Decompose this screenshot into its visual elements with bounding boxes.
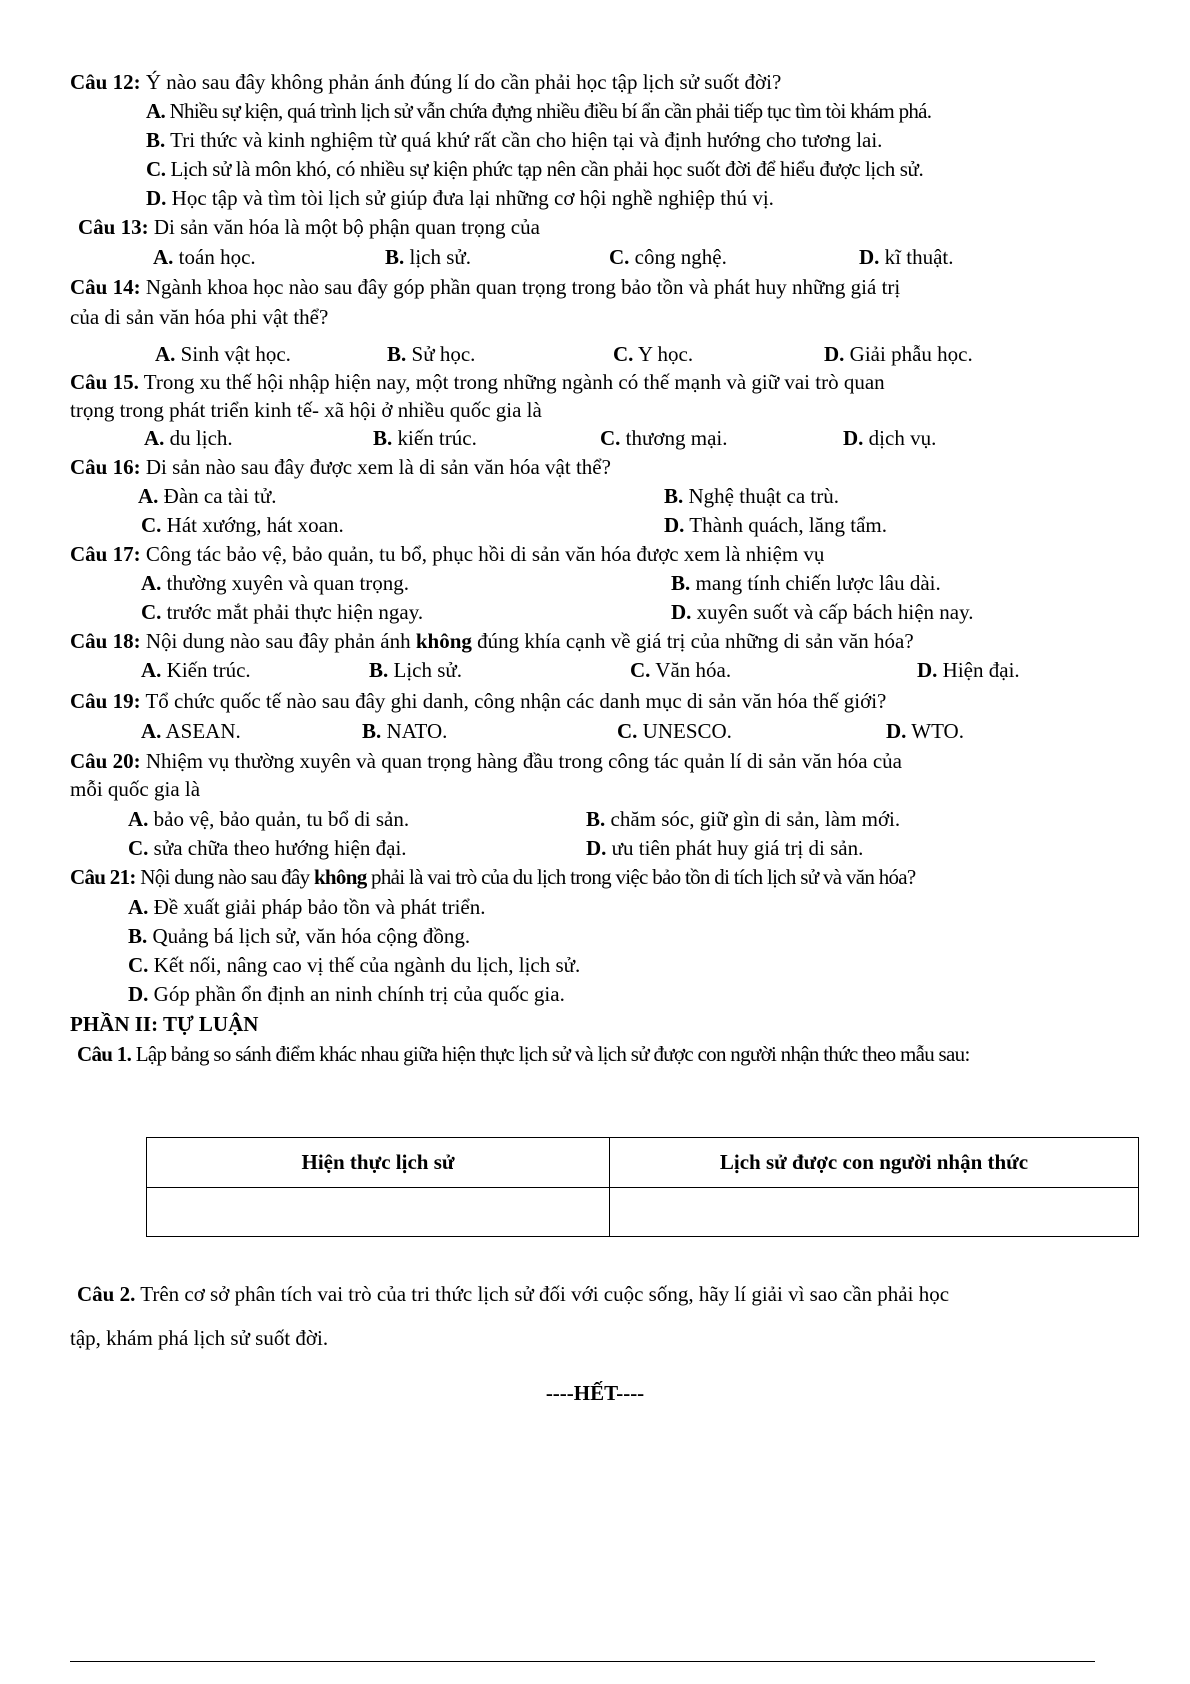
option-21-c: C. Kết nối, nâng cao vị thế của ngành du lịch, lịch sử.	[128, 953, 581, 977]
option-13-b: B. lịch sử.	[385, 245, 472, 269]
option-18-b: B. Lịch sử.	[369, 658, 463, 682]
option-12-c: C. Lịch sử là môn khó, có nhiều sự kiện phức tạp nên cần phải học suốt đời để hiểu được lịch sử.	[146, 157, 924, 181]
table-header-perceived-history: Lịch sử được con người nhận thức	[610, 1138, 1139, 1188]
option-19-d: D. WTO.	[886, 719, 964, 743]
footer-divider	[70, 1661, 1095, 1662]
question-17: Câu 17: Công tác bảo vệ, bảo quản, tu bổ, phục hồi di sản văn hóa được xem là nhiệm vụ	[70, 542, 825, 566]
option-18-a: A. Kiến trúc.	[141, 658, 251, 682]
essay-question-2-cont: tập, khám phá lịch sử suốt đời.	[70, 1326, 329, 1350]
question-21: Câu 21: Nội dung nào sau đây không phải là vai trò của du lịch trong việc bảo tồn di tích lịch sử và văn hóa?	[70, 865, 916, 889]
section-heading-part-2: PHẦN II: TỰ LUẬN	[70, 1012, 259, 1036]
question-19: Câu 19: Tổ chức quốc tế nào sau đây ghi danh, công nhận các danh mục di sản văn hóa thế giới?	[70, 689, 887, 713]
essay-question-1: Câu 1. Lập bảng so sánh điểm khác nhau giữa hiện thực lịch sử và lịch sử được con người nhận thức theo mẫu sau:	[77, 1042, 970, 1066]
table-cell-empty[interactable]	[610, 1188, 1139, 1237]
option-12-b: B. Tri thức và kinh nghiệm từ quá khứ rất cần cho hiện tại và định hướng cho tương lai.	[146, 128, 883, 152]
option-15-b: B. kiến trúc.	[373, 426, 477, 450]
question-14-cont: của di sản văn hóa phi vật thể?	[70, 305, 329, 329]
option-19-b: B. NATO.	[362, 719, 448, 743]
option-16-b: B. Nghệ thuật ca trù.	[664, 484, 839, 508]
table-cell-empty[interactable]	[147, 1188, 610, 1237]
question-13: Câu 13: Di sản văn hóa là một bộ phận quan trọng của	[78, 215, 540, 239]
option-16-a: A. Đàn ca tài tử.	[138, 484, 277, 508]
option-20-d: D. ưu tiên phát huy giá trị di sản.	[586, 836, 864, 860]
question-12	[70, 68, 781, 96]
option-12-d: D. Học tập và tìm tòi lịch sử giúp đưa lại những cơ hội nghề nghiệp thú vị.	[146, 186, 774, 210]
option-13-d: D. kĩ thuật.	[859, 245, 954, 269]
question-15-cont: trọng trong phát triển kinh tế- xã hội ở nhiều quốc gia là	[70, 398, 542, 422]
question-20-cont: mỗi quốc gia là	[70, 777, 201, 801]
table-header-row	[147, 1138, 1139, 1188]
question-16: Câu 16: Di sản nào sau đây được xem là di sản văn hóa vật thể?	[70, 455, 611, 479]
option-16-d: D. Thành quách, lăng tẩm.	[664, 513, 887, 537]
option-14-a: A. Sinh vật học.	[155, 342, 291, 366]
option-17-a: A. thường xuyên và quan trọng.	[141, 571, 410, 595]
option-18-d: D. Hiện đại.	[917, 658, 1020, 682]
table-header-historical-reality: Hiện thực lịch sử	[147, 1138, 610, 1188]
option-15-a: A. du lịch.	[144, 426, 233, 450]
question-18: Câu 18: Nội dung nào sau đây phản ánh không đúng khía cạnh về giá trị của những di sản văn hóa?	[70, 629, 914, 653]
option-14-b: B. Sử học.	[387, 342, 476, 366]
option-12-a: A. Nhiều sự kiện, quá trình lịch sử vẫn chứa đựng nhiều điều bí ẩn cần phải tiếp tục tìm tòi khám phá.	[146, 99, 932, 123]
question-20: Câu 20: Nhiệm vụ thường xuyên và quan trọng hàng đầu trong công tác quản lí di sản văn hóa của	[70, 749, 902, 773]
option-20-b: B. chăm sóc, giữ gìn di sản, làm mới.	[586, 807, 901, 831]
option-21-d: D. Góp phần ổn định an ninh chính trị của quốc gia.	[128, 982, 565, 1006]
question-14: Câu 14: Ngành khoa học nào sau đây góp phần quan trọng trong bảo tồn và phát huy những giá trị	[70, 275, 901, 299]
option-14-d: D. Giải phẫu học.	[824, 342, 973, 366]
option-19-a: A. ASEAN.	[141, 719, 241, 743]
option-17-c: C. trước mắt phải thực hiện ngay.	[141, 600, 424, 624]
option-21-b: B. Quảng bá lịch sử, văn hóa cộng đồng.	[128, 924, 471, 948]
option-15-d: D. dịch vụ.	[843, 426, 937, 450]
question-15: Câu 15. Trong xu thế hội nhập hiện nay, một trong những ngành có thế mạnh và giữ vai trò quan	[70, 370, 885, 394]
option-21-a: A. Đề xuất giải pháp bảo tồn và phát triển.	[128, 895, 486, 919]
option-13-c: C. công nghệ.	[609, 245, 727, 269]
option-14-c: C. Y học.	[613, 342, 694, 366]
question-stem: Ý nào sau đây không phản ánh đúng lí do cần phải học tập lịch sử suốt đời?	[140, 70, 782, 94]
question-label: Câu 12:	[70, 70, 141, 94]
option-20-a: A. bảo vệ, bảo quản, tu bổ di sản.	[128, 807, 410, 831]
comparison-table	[146, 1137, 1139, 1237]
option-15-c: C. thương mại.	[600, 426, 728, 450]
option-18-c: C. Văn hóa.	[630, 658, 732, 682]
option-20-c: C. sửa chữa theo hướng hiện đại.	[128, 836, 407, 860]
option-16-c: C. Hát xướng, hát xoan.	[141, 513, 344, 537]
essay-question-2: Câu 2. Trên cơ sở phân tích vai trò của tri thức lịch sử đối với cuộc sống, hãy lí giải vì sao cần phải học	[77, 1282, 950, 1306]
option-13-a: A. toán học.	[153, 245, 256, 269]
option-17-d: D. xuyên suốt và cấp bách hiện nay.	[671, 600, 974, 624]
option-19-c: C. UNESCO.	[617, 719, 732, 743]
option-17-b: B. mang tính chiến lược lâu dài.	[671, 571, 941, 595]
end-mark: ----HẾT----	[545, 1381, 645, 1405]
table-row	[147, 1188, 1139, 1237]
